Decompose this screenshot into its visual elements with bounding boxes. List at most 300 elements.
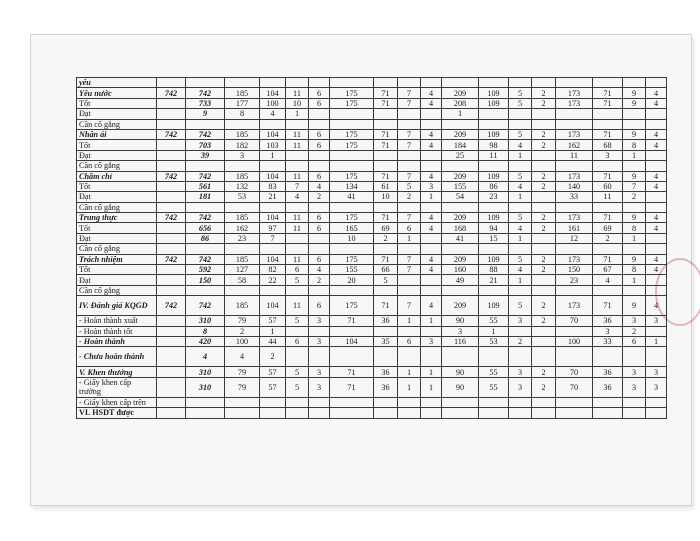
table-cell: 173 bbox=[556, 296, 593, 316]
table-cell: 21 bbox=[479, 275, 509, 285]
table-cell: 175 bbox=[330, 129, 374, 139]
table-cell bbox=[309, 78, 330, 88]
table-cell: 104 bbox=[260, 129, 286, 139]
row-label: Cần cố gắng bbox=[77, 244, 157, 254]
table-cell: 7 bbox=[398, 254, 421, 264]
table-cell bbox=[309, 119, 330, 129]
table-cell: 36 bbox=[593, 377, 623, 397]
table-cell: 4 bbox=[646, 98, 667, 108]
table-cell bbox=[157, 275, 186, 285]
table-cell: 5 bbox=[509, 88, 532, 98]
table-cell: 2 bbox=[532, 254, 556, 264]
table-cell bbox=[398, 78, 421, 88]
row-label: Trung thực bbox=[77, 213, 157, 223]
table-cell: 209 bbox=[442, 296, 479, 316]
table-cell: 36 bbox=[593, 316, 623, 326]
table-cell: 49 bbox=[442, 275, 479, 285]
table-cell: 4 bbox=[309, 181, 330, 191]
table-cell: 742 bbox=[157, 296, 186, 316]
table-cell bbox=[479, 347, 509, 367]
table-cell: 173 bbox=[556, 254, 593, 264]
table-cell: 71 bbox=[593, 296, 623, 316]
table-cell bbox=[479, 285, 509, 295]
table-cell: 1 bbox=[286, 109, 309, 119]
table-cell: 7 bbox=[398, 98, 421, 108]
table-cell: 11 bbox=[286, 296, 309, 316]
table-cell bbox=[374, 161, 398, 171]
table-cell: 2 bbox=[374, 233, 398, 243]
table-cell bbox=[421, 150, 442, 160]
table-cell: 9 bbox=[623, 296, 646, 316]
table-cell bbox=[532, 408, 556, 418]
table-cell bbox=[532, 78, 556, 88]
table-cell: 3 bbox=[646, 367, 667, 377]
table-cell bbox=[330, 244, 374, 254]
table-cell: 68 bbox=[593, 140, 623, 150]
table-cell bbox=[225, 78, 260, 88]
table-cell: 1 bbox=[479, 326, 509, 336]
table-cell: 742 bbox=[186, 296, 225, 316]
table-cell bbox=[398, 397, 421, 407]
table-cell: 185 bbox=[225, 171, 260, 181]
table-cell bbox=[398, 408, 421, 418]
table-cell: 71 bbox=[374, 171, 398, 181]
table-cell: 184 bbox=[442, 140, 479, 150]
table-cell: 173 bbox=[556, 129, 593, 139]
table-row bbox=[77, 254, 667, 264]
table-cell: 140 bbox=[556, 181, 593, 191]
table-cell bbox=[593, 347, 623, 367]
table-cell bbox=[646, 233, 667, 243]
table-cell: 4 bbox=[509, 223, 532, 233]
table-row bbox=[77, 296, 667, 316]
table-cell bbox=[374, 285, 398, 295]
table-cell bbox=[556, 202, 593, 212]
table-cell bbox=[398, 347, 421, 367]
table-cell bbox=[593, 397, 623, 407]
table-cell: 11 bbox=[286, 223, 309, 233]
table-cell: 132 bbox=[225, 181, 260, 191]
table-cell bbox=[532, 275, 556, 285]
table-cell: 2 bbox=[260, 347, 286, 367]
table-cell: 100 bbox=[260, 98, 286, 108]
table-row bbox=[77, 109, 667, 119]
table-cell bbox=[421, 244, 442, 254]
table-cell: 2 bbox=[225, 326, 260, 336]
table-row bbox=[77, 78, 667, 88]
table-cell: 1 bbox=[509, 150, 532, 160]
table-cell bbox=[442, 78, 479, 88]
table-cell: 7 bbox=[398, 213, 421, 223]
table-cell: 104 bbox=[260, 171, 286, 181]
table-cell bbox=[509, 326, 532, 336]
table-cell: 11 bbox=[286, 88, 309, 98]
row-label: Nhân ái bbox=[77, 129, 157, 139]
table-cell: 58 bbox=[225, 275, 260, 285]
table-cell bbox=[421, 347, 442, 367]
table-cell: 3 bbox=[421, 181, 442, 191]
table-cell bbox=[157, 285, 186, 295]
table-cell: 4 bbox=[646, 140, 667, 150]
table-cell bbox=[330, 150, 374, 160]
table-cell: 2 bbox=[532, 181, 556, 191]
table-cell bbox=[186, 244, 225, 254]
table-cell: 5 bbox=[509, 171, 532, 181]
table-cell bbox=[309, 233, 330, 243]
table-cell bbox=[646, 109, 667, 119]
table-row bbox=[77, 181, 667, 191]
table-cell: 4 bbox=[646, 254, 667, 264]
table-cell bbox=[509, 285, 532, 295]
row-label: Trách nhiệm bbox=[77, 254, 157, 264]
table-cell: 6 bbox=[286, 265, 309, 275]
table-cell bbox=[157, 347, 186, 367]
table-cell: 173 bbox=[556, 88, 593, 98]
table-cell bbox=[157, 336, 186, 346]
table-cell: 150 bbox=[556, 265, 593, 275]
table-cell: 1 bbox=[623, 150, 646, 160]
table-cell: 127 bbox=[225, 265, 260, 275]
table-cell bbox=[286, 397, 309, 407]
table-cell: 71 bbox=[374, 140, 398, 150]
table-cell: 9 bbox=[623, 254, 646, 264]
row-label: VI. HSDT được bbox=[77, 408, 157, 418]
table-row bbox=[77, 119, 667, 129]
table-cell: 168 bbox=[442, 223, 479, 233]
table-cell: 175 bbox=[330, 98, 374, 108]
table-cell bbox=[442, 202, 479, 212]
table-row bbox=[77, 223, 667, 233]
table-cell: 2 bbox=[532, 367, 556, 377]
table-cell bbox=[330, 397, 374, 407]
table-cell: 4 bbox=[421, 88, 442, 98]
table-cell: 1 bbox=[421, 316, 442, 326]
table-cell bbox=[509, 119, 532, 129]
table-cell: 2 bbox=[532, 377, 556, 397]
table-cell bbox=[186, 161, 225, 171]
table-cell: 4 bbox=[421, 213, 442, 223]
table-cell bbox=[509, 244, 532, 254]
table-cell bbox=[330, 161, 374, 171]
table-cell: 3 bbox=[225, 150, 260, 160]
table-cell: 3 bbox=[309, 336, 330, 346]
table-cell bbox=[442, 347, 479, 367]
table-cell bbox=[157, 265, 186, 275]
table-cell bbox=[374, 408, 398, 418]
table-cell: 6 bbox=[309, 213, 330, 223]
table-cell bbox=[260, 119, 286, 129]
table-cell bbox=[330, 326, 374, 336]
table-cell: 71 bbox=[593, 129, 623, 139]
table-cell: 71 bbox=[593, 254, 623, 264]
table-row bbox=[77, 316, 667, 326]
table-cell bbox=[556, 119, 593, 129]
table-cell: 54 bbox=[442, 192, 479, 202]
table-cell: 2 bbox=[309, 192, 330, 202]
table-cell bbox=[157, 244, 186, 254]
table-cell bbox=[509, 397, 532, 407]
table-cell bbox=[398, 326, 421, 336]
row-label: Tốt bbox=[77, 265, 157, 275]
table-cell: 5 bbox=[509, 296, 532, 316]
table-cell: 9 bbox=[623, 213, 646, 223]
table-cell: 109 bbox=[479, 171, 509, 181]
row-label: Cần cố gắng bbox=[77, 202, 157, 212]
table-cell: 23 bbox=[479, 192, 509, 202]
table-cell: 173 bbox=[556, 213, 593, 223]
table-cell: 86 bbox=[479, 181, 509, 191]
table-row bbox=[77, 161, 667, 171]
table-cell bbox=[309, 150, 330, 160]
table-cell bbox=[309, 244, 330, 254]
table-cell: 165 bbox=[330, 223, 374, 233]
table-cell: 6 bbox=[309, 296, 330, 316]
row-label: Tốt bbox=[77, 98, 157, 108]
row-label: Tốt bbox=[77, 223, 157, 233]
table-cell: 4 bbox=[421, 296, 442, 316]
table-cell: 9 bbox=[186, 109, 225, 119]
table-cell bbox=[225, 119, 260, 129]
table-cell bbox=[556, 347, 593, 367]
row-label: Cần cố gắng bbox=[77, 161, 157, 171]
table-cell: 2 bbox=[532, 223, 556, 233]
table-cell: 70 bbox=[556, 377, 593, 397]
table-cell: 7 bbox=[398, 140, 421, 150]
table-cell: 109 bbox=[479, 98, 509, 108]
table-cell: 6 bbox=[398, 336, 421, 346]
table-cell bbox=[593, 161, 623, 171]
table-cell: 5 bbox=[509, 98, 532, 108]
table-cell: 742 bbox=[186, 129, 225, 139]
table-cell: 656 bbox=[186, 223, 225, 233]
table-cell bbox=[330, 285, 374, 295]
table-cell bbox=[374, 244, 398, 254]
table-cell bbox=[646, 347, 667, 367]
table-cell: 5 bbox=[509, 213, 532, 223]
table-cell bbox=[532, 326, 556, 336]
table-cell: 4 bbox=[421, 265, 442, 275]
table-cell bbox=[186, 285, 225, 295]
table-cell: 4 bbox=[421, 140, 442, 150]
table-cell: 109 bbox=[479, 129, 509, 139]
table-cell bbox=[479, 78, 509, 88]
table-cell bbox=[593, 119, 623, 129]
table-cell: 7 bbox=[623, 181, 646, 191]
table-cell: 15 bbox=[479, 233, 509, 243]
table-cell: 733 bbox=[186, 98, 225, 108]
row-label: Cần cố gắng bbox=[77, 285, 157, 295]
table-cell: 155 bbox=[442, 181, 479, 191]
table-cell bbox=[330, 109, 374, 119]
table-cell: 109 bbox=[479, 254, 509, 264]
table-cell bbox=[374, 202, 398, 212]
table-cell bbox=[286, 119, 309, 129]
table-cell: 4 bbox=[646, 171, 667, 181]
table-cell: 3 bbox=[623, 367, 646, 377]
table-cell bbox=[330, 408, 374, 418]
table-cell: 5 bbox=[286, 377, 309, 397]
table-cell bbox=[532, 192, 556, 202]
table-cell: 23 bbox=[225, 233, 260, 243]
table-row bbox=[77, 367, 667, 377]
table-cell bbox=[157, 150, 186, 160]
table-cell: 2 bbox=[309, 275, 330, 285]
table-cell: 55 bbox=[479, 316, 509, 326]
table-cell bbox=[593, 202, 623, 212]
row-label: Yêu nước bbox=[77, 88, 157, 98]
table-row bbox=[77, 98, 667, 108]
table-cell: 57 bbox=[260, 316, 286, 326]
table-cell: 185 bbox=[225, 88, 260, 98]
table-cell bbox=[398, 161, 421, 171]
table-cell: 175 bbox=[330, 254, 374, 264]
table-cell: 1 bbox=[421, 367, 442, 377]
table-cell bbox=[157, 223, 186, 233]
table-cell: 7 bbox=[286, 181, 309, 191]
row-label: Đạt bbox=[77, 233, 157, 243]
table-cell bbox=[374, 78, 398, 88]
table-cell bbox=[286, 326, 309, 336]
table-cell bbox=[623, 397, 646, 407]
table-cell bbox=[260, 285, 286, 295]
table-cell: 155 bbox=[330, 265, 374, 275]
table-cell bbox=[157, 119, 186, 129]
table-cell: 98 bbox=[479, 140, 509, 150]
table-cell: 160 bbox=[442, 265, 479, 275]
table-row bbox=[77, 326, 667, 336]
table-cell: 104 bbox=[260, 213, 286, 223]
table-cell: 177 bbox=[225, 98, 260, 108]
table-cell: 3 bbox=[593, 326, 623, 336]
table-cell: 5 bbox=[286, 316, 309, 326]
row-label: Tốt bbox=[77, 181, 157, 191]
table-cell: 69 bbox=[593, 223, 623, 233]
table-cell bbox=[309, 161, 330, 171]
table-cell bbox=[509, 347, 532, 367]
table-row bbox=[77, 397, 667, 407]
table-cell: 71 bbox=[593, 88, 623, 98]
table-cell: 10 bbox=[374, 192, 398, 202]
table-cell bbox=[398, 285, 421, 295]
table-cell: 175 bbox=[330, 213, 374, 223]
table-row bbox=[77, 88, 667, 98]
table-cell bbox=[532, 202, 556, 212]
table-cell bbox=[421, 275, 442, 285]
table-cell: 6 bbox=[286, 336, 309, 346]
table-cell: 104 bbox=[260, 296, 286, 316]
table-row bbox=[77, 377, 667, 397]
table-cell: 742 bbox=[157, 213, 186, 223]
table-cell bbox=[286, 408, 309, 418]
table-cell: 86 bbox=[186, 233, 225, 243]
table-cell: 11 bbox=[479, 150, 509, 160]
table-cell bbox=[286, 244, 309, 254]
row-label: - Giấy khen cấp trên bbox=[77, 397, 157, 407]
table-cell: 8 bbox=[623, 265, 646, 275]
table-cell bbox=[309, 326, 330, 336]
table-cell bbox=[398, 275, 421, 285]
table-cell: 2 bbox=[509, 336, 532, 346]
table-cell: 11 bbox=[286, 254, 309, 264]
row-label: V. Khen thưởng bbox=[77, 367, 157, 377]
table-cell: 53 bbox=[479, 336, 509, 346]
table-cell: 94 bbox=[479, 223, 509, 233]
table-cell: 561 bbox=[186, 181, 225, 191]
table-cell: 11 bbox=[286, 213, 309, 223]
table-cell: 71 bbox=[374, 88, 398, 98]
table-cell: 2 bbox=[532, 129, 556, 139]
table-cell: 2 bbox=[532, 296, 556, 316]
table-cell: 4 bbox=[286, 192, 309, 202]
table-cell bbox=[442, 397, 479, 407]
table-cell: 1 bbox=[421, 377, 442, 397]
table-cell: 55 bbox=[479, 377, 509, 397]
table-cell bbox=[646, 397, 667, 407]
table-row bbox=[77, 265, 667, 275]
table-cell: 1 bbox=[442, 109, 479, 119]
table-cell: 1 bbox=[509, 192, 532, 202]
table-cell: 150 bbox=[186, 275, 225, 285]
table-cell: 9 bbox=[623, 98, 646, 108]
table-cell: 79 bbox=[225, 316, 260, 326]
table-cell: 3 bbox=[509, 377, 532, 397]
table-cell: 11 bbox=[286, 129, 309, 139]
table-cell bbox=[623, 408, 646, 418]
table-cell bbox=[593, 285, 623, 295]
row-label: Đạt bbox=[77, 275, 157, 285]
table-cell: 60 bbox=[593, 181, 623, 191]
table-cell: 2 bbox=[532, 316, 556, 326]
table-cell bbox=[421, 408, 442, 418]
table-cell: 1 bbox=[398, 367, 421, 377]
table-cell bbox=[309, 285, 330, 295]
table-cell bbox=[225, 161, 260, 171]
table-cell: 35 bbox=[374, 336, 398, 346]
table-cell bbox=[556, 161, 593, 171]
table-cell bbox=[532, 285, 556, 295]
table-cell: 8 bbox=[623, 223, 646, 233]
table-cell: 1 bbox=[421, 192, 442, 202]
table-cell bbox=[374, 150, 398, 160]
table-cell: 185 bbox=[225, 213, 260, 223]
row-label: Tốt bbox=[77, 140, 157, 150]
table-cell: 4 bbox=[646, 213, 667, 223]
row-label: - Chưa hoàn thành bbox=[77, 347, 157, 367]
table-cell: 69 bbox=[374, 223, 398, 233]
row-label: - Hoàn thành xuất bbox=[77, 316, 157, 326]
table-cell: 71 bbox=[593, 171, 623, 181]
table-cell: 7 bbox=[398, 296, 421, 316]
table-cell bbox=[646, 275, 667, 285]
table-cell: 3 bbox=[593, 150, 623, 160]
table-cell bbox=[593, 78, 623, 88]
table-cell: 3 bbox=[509, 367, 532, 377]
table-row bbox=[77, 140, 667, 150]
table-cell: 82 bbox=[260, 265, 286, 275]
table-cell bbox=[157, 109, 186, 119]
table-cell: 4 bbox=[421, 98, 442, 108]
table-cell bbox=[286, 202, 309, 212]
table-cell: 208 bbox=[442, 98, 479, 108]
table-cell bbox=[398, 150, 421, 160]
table-cell: 175 bbox=[330, 140, 374, 150]
table-row bbox=[77, 233, 667, 243]
table-cell bbox=[532, 233, 556, 243]
table-cell: 310 bbox=[186, 367, 225, 377]
table-cell bbox=[532, 161, 556, 171]
table-cell: 173 bbox=[556, 98, 593, 108]
table-cell: 742 bbox=[186, 171, 225, 181]
